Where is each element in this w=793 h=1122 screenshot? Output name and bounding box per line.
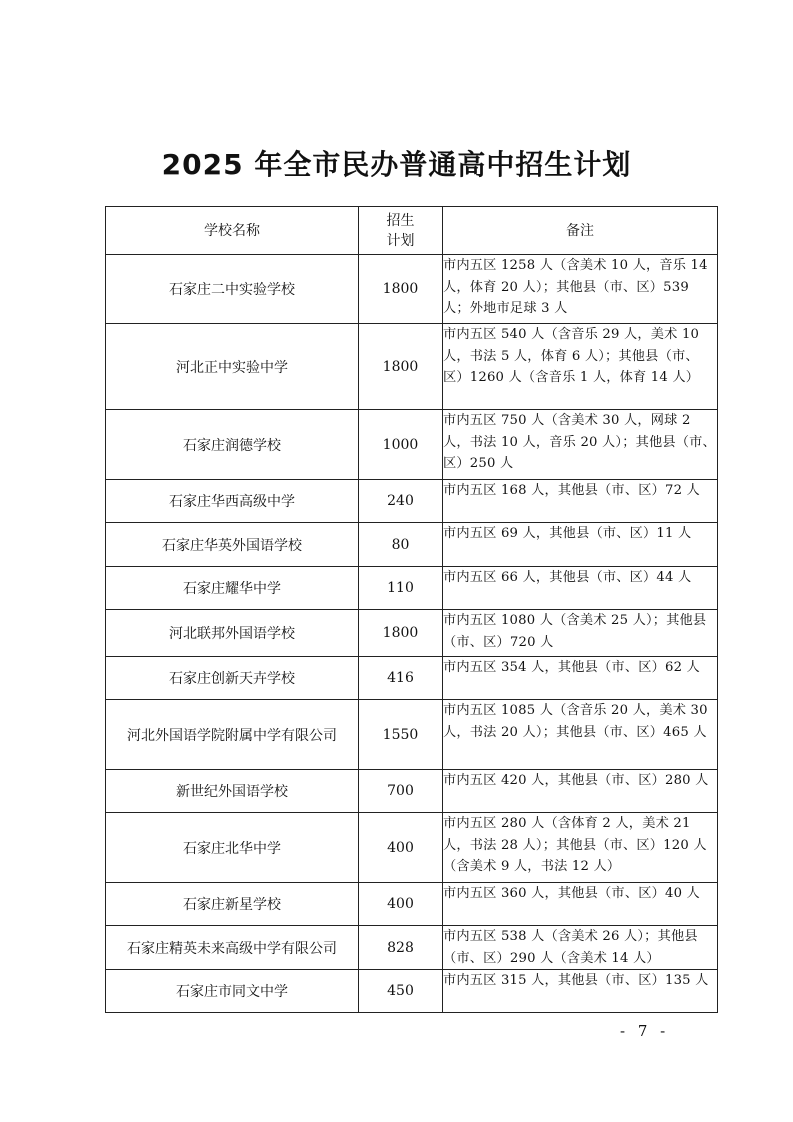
- table-row: [106, 480, 718, 523]
- school-name-cell: 石家庄华西高级中学: [106, 480, 359, 523]
- school-name-cell: 石家庄精英未来高级中学有限公司: [106, 926, 359, 970]
- note-cell: 市内五区 420 人，其他县（市、区）280 人: [443, 770, 718, 813]
- note-cell: 市内五区 750 人（含美术 30 人，网球 2 人，书法 10 人，音乐 20 人）；其他县（市、区）250 人: [443, 410, 718, 480]
- table-row: [106, 410, 718, 480]
- note-cell: 市内五区 69 人，其他县（市、区）11 人: [443, 523, 718, 567]
- plan-count-cell: 1000: [359, 410, 443, 480]
- note-cell: 市内五区 66 人，其他县（市、区）44 人: [443, 567, 718, 610]
- table-row: [106, 883, 718, 926]
- table-row: [106, 926, 718, 970]
- plan-count-cell: 1800: [359, 610, 443, 657]
- table-row: [106, 255, 718, 324]
- header-school: 学校名称: [106, 207, 359, 255]
- table-row: [106, 700, 718, 770]
- plan-count-cell: 1550: [359, 700, 443, 770]
- header-note: 备注: [443, 207, 718, 255]
- school-name-cell: 河北联邦外国语学校: [106, 610, 359, 657]
- school-name-cell: 石家庄市同文中学: [106, 970, 359, 1013]
- school-name-cell: 石家庄北华中学: [106, 813, 359, 883]
- school-name-cell: 石家庄耀华中学: [106, 567, 359, 610]
- note-cell: 市内五区 1085 人（含音乐 20 人，美术 30 人，书法 20 人）；其他县（市、区）465 人: [443, 700, 718, 770]
- school-name-cell: 石家庄润德学校: [106, 410, 359, 480]
- plan-count-cell: 1800: [359, 324, 443, 410]
- school-name-cell: 河北正中实验中学: [106, 324, 359, 410]
- plan-count-cell: 700: [359, 770, 443, 813]
- school-name-cell: 河北外国语学院附属中学有限公司: [106, 700, 359, 770]
- plan-count-cell: 240: [359, 480, 443, 523]
- note-cell: 市内五区 538 人（含美术 26 人）；其他县（市、区）290 人（含美术 14 人）: [443, 926, 718, 970]
- plan-count-cell: 400: [359, 883, 443, 926]
- note-cell: 市内五区 540 人（含音乐 29 人，美术 10 人，书法 5 人，体育 6 人）；其他县（市、区）1260 人（含音乐 1 人，体育 14 人）: [443, 324, 718, 410]
- note-cell: 市内五区 280 人（含体育 2 人，美术 21 人，书法 28 人）；其他县（市、区）120 人（含美术 9 人，书法 12 人）: [443, 813, 718, 883]
- plan-count-cell: 400: [359, 813, 443, 883]
- header-plan: [359, 207, 443, 255]
- table-row: [106, 610, 718, 657]
- school-name-cell: 石家庄新星学校: [106, 883, 359, 926]
- plan-count-cell: 416: [359, 657, 443, 700]
- note-cell: 市内五区 354 人，其他县（市、区）62 人: [443, 657, 718, 700]
- enrollment-plan-table: [105, 206, 718, 1013]
- school-name-cell: 石家庄华英外国语学校: [106, 523, 359, 567]
- plan-count-cell: 1800: [359, 255, 443, 324]
- header-plan-text: 招生 计划: [386, 212, 415, 249]
- school-name-cell: 石家庄二中实验学校: [106, 255, 359, 324]
- page-title: 2025 年全市民办普通高中招生计划: [161, 148, 632, 181]
- table-row: [106, 567, 718, 610]
- table-row: [106, 324, 718, 410]
- plan-count-cell: 450: [359, 970, 443, 1013]
- table-row: [106, 813, 718, 883]
- note-cell: 市内五区 1080 人（含美术 25 人）；其他县（市、区）720 人: [443, 610, 718, 657]
- note-cell: 市内五区 360 人，其他县（市、区）40 人: [443, 883, 718, 926]
- note-cell: 市内五区 1258 人（含美术 10 人，音乐 14 人，体育 20 人）；其他县（市、区）539 人；外地市足球 3 人: [443, 255, 718, 324]
- table-row: [106, 970, 718, 1013]
- plan-count-cell: 828: [359, 926, 443, 970]
- plan-count-cell: 80: [359, 523, 443, 567]
- table-row: [106, 657, 718, 700]
- note-cell: 市内五区 168 人，其他县（市、区）72 人: [443, 480, 718, 523]
- page-number: - 7 -: [620, 1022, 670, 1040]
- table-row: [106, 523, 718, 567]
- note-cell: 市内五区 315 人，其他县（市、区）135 人: [443, 970, 718, 1013]
- school-name-cell: 新世纪外国语学校: [106, 770, 359, 813]
- table-header-row: [106, 207, 718, 255]
- table-row: [106, 770, 718, 813]
- plan-count-cell: 110: [359, 567, 443, 610]
- school-name-cell: 石家庄创新天卉学校: [106, 657, 359, 700]
